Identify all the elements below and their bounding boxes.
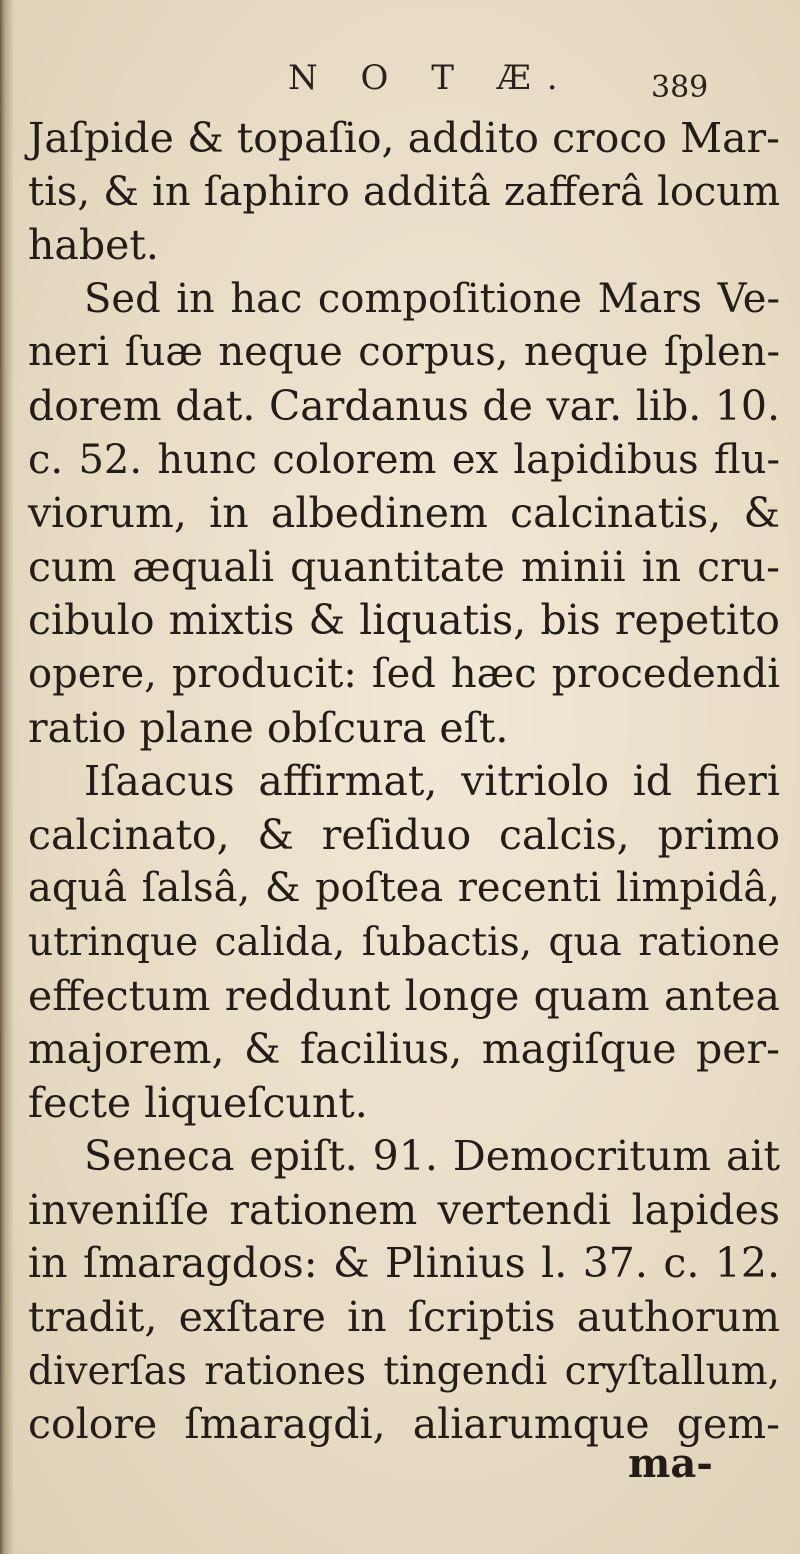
text-line: habet. — [28, 221, 159, 270]
text-line: tis, & in ſaphiro additâ zafferâ locum — [28, 168, 780, 215]
catchword: ma- — [628, 1440, 713, 1487]
text-line: majorem, & facilius, magiſque per- — [28, 1025, 780, 1074]
text-line: Sed in hac compoſitione Mars Ve- — [84, 275, 780, 322]
text-line: effectum reddunt longe quam antea — [28, 971, 780, 1020]
running-head — [0, 58, 800, 108]
text-line: viorum, in albedinem calcinatis, & — [28, 489, 780, 538]
text-line: cum æquali quantitate minii in cru- — [28, 542, 780, 591]
text-line: fecte liqueſcunt. — [28, 1078, 368, 1127]
text-line: in ſmaragdos: & Plinius l. 37. c. 12. — [28, 1239, 780, 1288]
text-line: colore ſmaragdi, aliarumque gem- — [28, 1400, 780, 1449]
gutter-shadow — [0, 0, 14, 1554]
text-line: diverſas rationes tingendi cryſtallum, — [28, 1348, 780, 1394]
text-line: c. 52. hunc colorem ex lapidibus flu- — [28, 436, 780, 483]
text-line: Jaſpide & topaſio, addito croco Mar- — [28, 114, 780, 162]
text-line: utrinque calida, ſubactis, qua ratione — [28, 919, 780, 965]
text-line: Seneca epiſt. 91. Democritum ait — [84, 1132, 780, 1181]
text-line: calcinato, & reſiduo calcis, primo — [28, 810, 780, 859]
text-line: cibulo mixtis & liquatis, bis repetito — [28, 596, 780, 645]
text-line: tradit, exſtare in ſcriptis authorum — [28, 1293, 780, 1342]
text-line: inveniſſe rationem vertendi lapides — [28, 1185, 780, 1234]
text-body — [28, 112, 780, 1452]
page-number: 389 — [651, 70, 709, 105]
text-line: dorem dat. Cardanus de var. lib. 10. — [28, 381, 780, 430]
text-line: opere, producit: ſed hæc procedendi — [28, 650, 780, 697]
text-line: neri ſuæ neque corpus, neque ſplen- — [28, 329, 780, 376]
text-line: ratio plane obſcura eſt. — [28, 703, 509, 752]
text-line: aquâ ſalsâ, & poſtea recenti limpidâ, — [28, 865, 780, 912]
text-line: Iſaacus affirmat, vitriolo id fieri — [84, 757, 780, 806]
running-title: N O T Æ. — [288, 58, 574, 98]
